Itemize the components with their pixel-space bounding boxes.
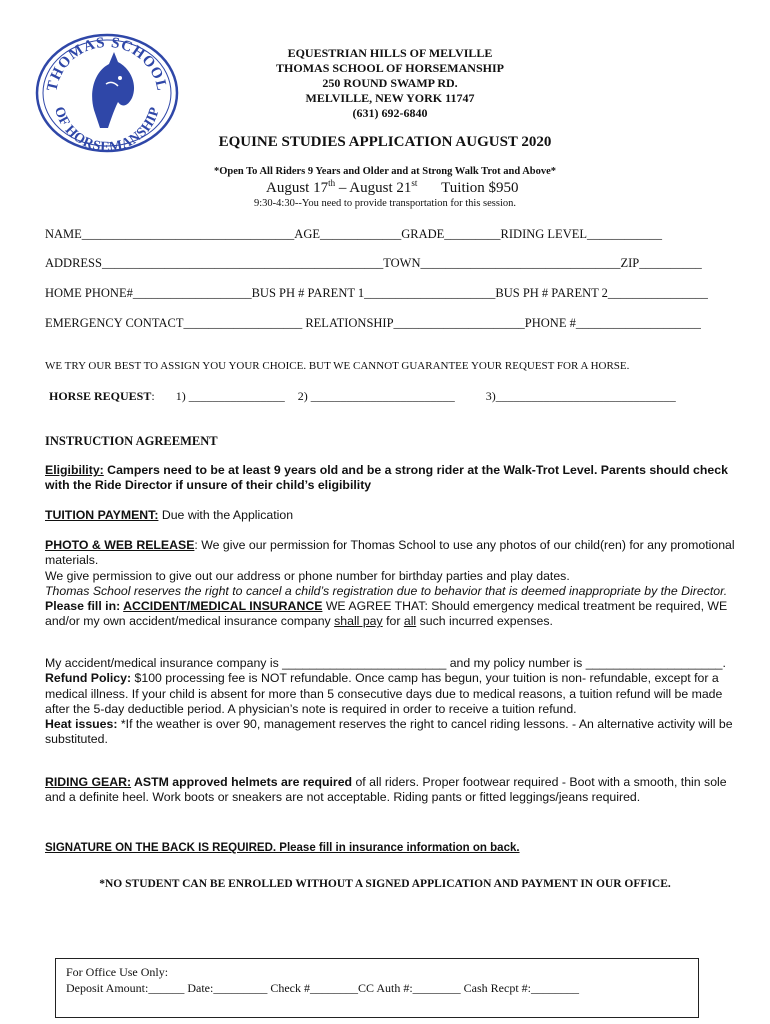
phone-fields[interactable]: HOME PHONE#___________________BUS PH # PARENT 1_____________________BUS PH # PARENT 2________________ [45, 286, 708, 300]
eligibility-text: Campers need to be at least 9 years old and be a strong rider at the Walk-Trot Level. Parents should check with the Ride Director if unsure of their child’s eligibility [45, 463, 728, 493]
heat-label: Heat issues: [45, 717, 118, 732]
tuition-payment-label: TUITION PAYMENT: [45, 508, 159, 522]
header-line-4: MELVILLE, NEW YORK 11747 [305, 91, 475, 105]
header-line-2: THOMAS SCHOOL OF HORSEMANSHIP [276, 61, 504, 75]
page-title: EQUINE STUDIES APPLICATION AUGUST 2020 [218, 134, 552, 150]
address-town-zip-field[interactable]: ADDRESS_____________________________________________TOWN________________________________ZIP__________ [45, 256, 702, 270]
svg-text:THOMAS SCHOOL: THOMAS SCHOOL [44, 34, 170, 93]
horse-request-2[interactable]: 2) ________________________ [297, 389, 455, 403]
session-dates [266, 180, 519, 197]
horse-head-icon [92, 52, 134, 128]
insurance-shall: shall pay [334, 614, 383, 629]
insurance-label: ACCIDENT/MEDICAL INSURANCE [123, 599, 323, 614]
policy-line[interactable]: My accident/medical insurance company is ________________________ and my policy number is ____________________. [45, 656, 726, 670]
office-title: For Office Use Only: [66, 965, 169, 979]
date-start-suffix: th [328, 178, 336, 188]
emergency-contact-field[interactable]: EMERGENCY CONTACT___________________ RELATIONSHIP_____________________PHONE #____________________ [45, 316, 701, 330]
insurance-text: WE AGREE THAT: Should emergency medical treatment be required, WE and/or my own accident/medical insurance company [45, 599, 728, 629]
office-use-box [55, 958, 699, 1018]
horse-note: WE TRY OUR BEST TO ASSIGN YOU YOUR CHOICE. BUT WE CANNOT GUARANTEE YOUR REQUEST FOR A HORSE. [45, 360, 630, 372]
riding-gear-bold: ASTM approved helmets are required [131, 775, 353, 789]
heat-text: *If the weather is over 90, management reserves the right to cancel riding lessons. - An alternative activity will be substituted. [45, 717, 733, 747]
horse-request-1[interactable]: 1) ________________ [175, 389, 285, 403]
horse-request-3[interactable]: 3)______________________________ [485, 389, 676, 403]
photo-release-text: : We give our permission for Thomas School to use any photos of our child(ren) for any promotional materials. [45, 538, 735, 568]
school-header [240, 46, 540, 121]
photo-release-label: PHOTO & WEB RELEASE [45, 538, 195, 552]
riding-gear-text: of all riders. Proper footwear required - Boot with a smooth, thin sole and a definite heel. Work boots or sneakers are not acceptable. Riding pants or fitted leggings/jeans required. [45, 775, 727, 805]
date-end: – August 21 [335, 180, 412, 196]
horse-request-label: HORSE REQUEST [49, 389, 152, 403]
header-line-5: (631) 692-6840 [352, 106, 428, 120]
horse-request-colon: : [151, 389, 155, 403]
tuition-payment-text: Due with the Application [158, 508, 294, 522]
eligibility-label: Eligibility: [45, 463, 104, 477]
eligibility-section [45, 463, 745, 494]
time-note: 9:30-4:30--You need to provide transportation for this session. [254, 198, 516, 209]
enroll-note: *NO STUDENT CAN BE ENROLLED WITHOUT A SIGNED APPLICATION AND PAYMENT IN OUR OFFICE. [99, 878, 671, 890]
insurance-end: such incurred expenses. [416, 614, 553, 629]
header-line-1: EQUESTRIAN HILLS OF MELVILLE [287, 46, 493, 60]
subtitle: *Open To All Riders 9 Years and Older and at Strong Walk Trot and Above* [213, 166, 557, 177]
refund-text: $100 processing fee is NOT refundable. Once camp has begun, your tuition is non- refundable, except for a medical illness. If your child is absent for more than 5 consecutive days due to medical reasons, a tuition refund will be made after the 5-day deductible period. A physician’s note is required in order to receive a tuition refund. [45, 671, 723, 716]
name-age-grade-field[interactable]: NAME__________________________________AGE_____________GRADE_________RIDING LEVEL____________ [45, 227, 662, 241]
date-start: August 17 [266, 180, 329, 196]
policy-section [45, 656, 745, 748]
date-end-suffix: st [411, 178, 418, 188]
tuition-payment-section [45, 508, 745, 523]
header-line-3: 250 ROUND SWAMP RD. [322, 76, 458, 90]
svg-text:OF HORSEMANSHIP: OF HORSEMANSHIP [50, 105, 163, 154]
instruction-heading: INSTRUCTION AGREEMENT [45, 434, 218, 448]
tuition-amount: Tuition $950 [441, 180, 519, 196]
insurance-prefix: Please fill in: [45, 599, 124, 614]
insurance-all: all [403, 614, 417, 629]
photo-release-line2: We give permission to give out our address or phone number for birthday parties and play dates. [45, 568, 570, 583]
office-fields[interactable]: Deposit Amount:______ Date:_________ Check #________CC Auth #:________ Cash Recpt #:________ [66, 981, 579, 995]
insurance-for: for [382, 614, 404, 629]
riding-gear-section [45, 775, 745, 806]
signature-note: SIGNATURE ON THE BACK IS REQUIRED. Please fill in insurance information on back. [45, 842, 520, 854]
photo-release-section [45, 538, 745, 630]
riding-gear-label: RIDING GEAR: [45, 775, 132, 789]
photo-release-italic: Thomas School reserves the right to cancel a child’s registration due to behavior that is deemed inappropriate by the Director. [45, 583, 728, 598]
refund-label: Refund Policy: [45, 671, 132, 686]
horse-request-row [49, 389, 676, 404]
